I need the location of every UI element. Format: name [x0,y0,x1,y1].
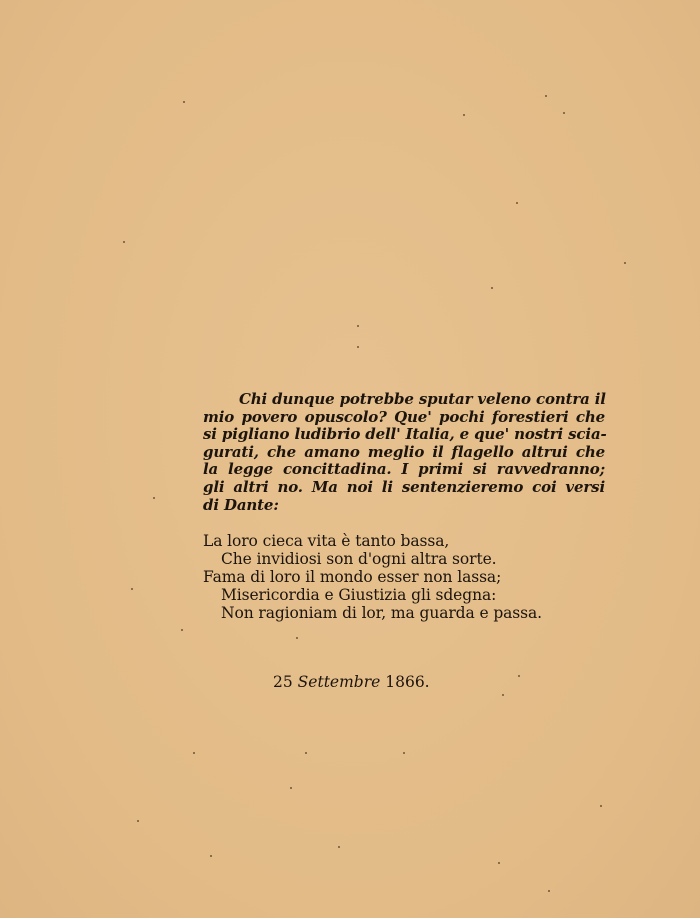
prose-line: si pigliano ludibrio dell' Italia, e que' nostri scia- [203,425,607,444]
verse-quotation [203,532,542,622]
prose-line: di Dante: [203,495,279,514]
paper-speck [502,694,504,696]
verse-line: Non ragioniam di lor, ma guarda e passa. [221,604,542,622]
paper-speck [305,752,307,754]
prose-line: gurati, che amano meglio il flagello altrui che [203,442,605,461]
paper-speck [498,862,500,864]
paper-speck [181,629,183,631]
paper-speck [296,637,298,639]
paper-speck [290,787,292,789]
prose-line: gli altri no. Ma noi li sentenzieremo coi versi [203,477,605,496]
paper-speck [563,112,565,114]
paper-speck [153,497,155,499]
paper-speck [624,262,626,264]
prose-paragraph [203,391,605,514]
verse-line: La loro cieca vita è tanto bassa, [203,532,450,550]
prose-line: la legge concittadina. I primi si ravvedranno; [203,460,605,479]
paper-speck [123,241,125,243]
prose-line: Chi dunque potrebbe sputar veleno contra il [239,390,606,408]
paper-speck [403,752,405,754]
paper-speck [210,855,212,857]
paper-speck [600,805,602,807]
paper-speck [491,287,493,289]
paper-speck [137,820,139,822]
paper-speck [548,890,550,892]
date-month: Settembre [297,673,381,691]
paper-speck [545,95,547,97]
paper-speck [338,846,340,848]
paper-speck [183,101,185,103]
paper-speck [357,346,359,348]
paper-speck [518,675,520,677]
paper-speck [516,202,518,204]
verse-line: Misericordia e Giustizia gli sdegna: [221,586,497,604]
date-line [273,672,430,692]
verse-line: Che invidiosi son d'ogni altra sorte. [221,550,497,568]
date-day: 25 [273,673,293,691]
paper-speck [463,114,465,116]
date-year: 1866. [385,673,430,691]
prose-line: mio povero opuscolo? Que' pochi forestieri che [203,407,605,426]
paper-speck [193,752,195,754]
verse-line: Fama di loro il mondo esser non lassa; [203,568,502,586]
paper-speck [357,325,359,327]
paper-speck [131,588,133,590]
